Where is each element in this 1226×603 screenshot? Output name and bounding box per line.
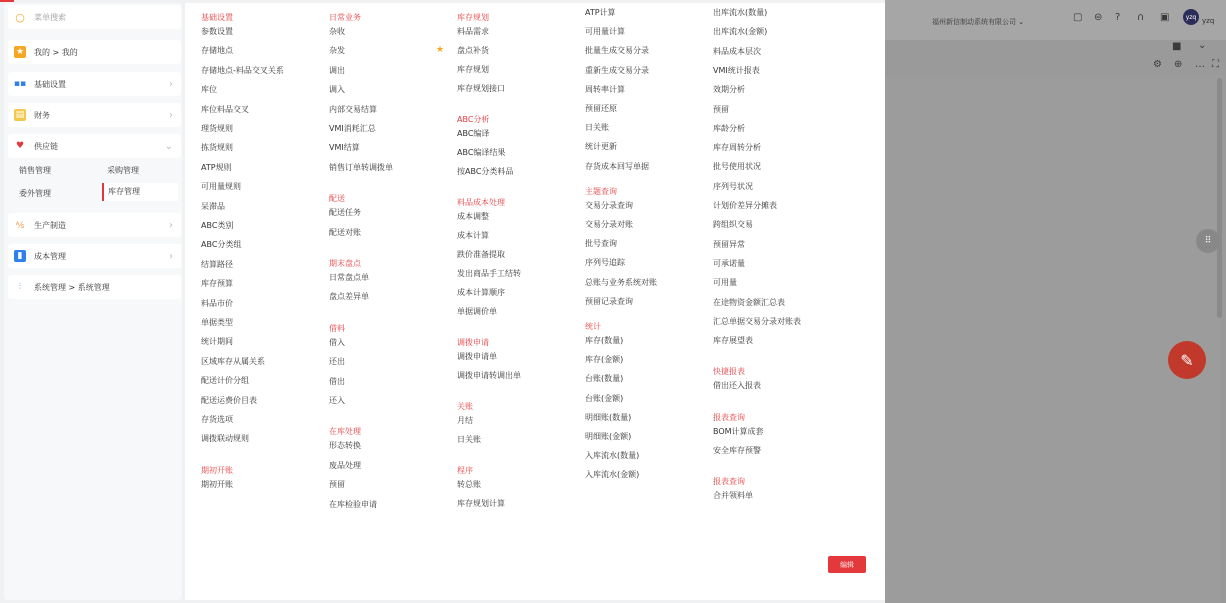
- menu-item[interactable]: 库存规划接口: [457, 84, 505, 93]
- menu-item[interactable]: 统计期间: [201, 337, 233, 347]
- menu-group-title: 主题查询: [585, 186, 617, 196]
- menu-item[interactable]: 批号使用状况: [713, 162, 761, 172]
- menu-item[interactable]: 可用量计算: [585, 27, 625, 37]
- menu-item[interactable]: 还入: [329, 396, 345, 405]
- sidebar-item-label: 系统管理 > 系统管理: [34, 282, 110, 292]
- menu-item[interactable]: ABC编译结果: [457, 148, 506, 157]
- sidebar-item-system[interactable]: [8, 275, 181, 299]
- menu-group-title: 统计: [585, 322, 601, 331]
- content-area: [885, 75, 1221, 603]
- top-accent-bar: [0, 0, 14, 2]
- menu-item[interactable]: 盘点补货: [457, 46, 489, 55]
- menu-item[interactable]: 明细账(金额): [585, 432, 632, 441]
- menu-item[interactable]: ATP规则: [201, 162, 232, 172]
- menu-item[interactable]: 销售订单转调拨单: [329, 162, 393, 172]
- menu-search[interactable]: [8, 5, 181, 29]
- sidebar-item-label: 财务: [34, 110, 50, 120]
- menu-item[interactable]: 配送计价分组: [201, 376, 249, 386]
- menu-item[interactable]: 安全库存预警: [713, 446, 761, 455]
- menu-item[interactable]: 库位料品交叉: [201, 104, 249, 114]
- menu-item[interactable]: 统计更新: [585, 142, 617, 152]
- learn-icon[interactable]: ⊜: [1094, 12, 1103, 23]
- menu-item[interactable]: 借出还入报表: [713, 381, 761, 391]
- menu-item[interactable]: 入库流水(数量): [585, 451, 640, 461]
- menu-group-title: 期初开账: [201, 465, 233, 475]
- menu-group-title: 报表查询: [713, 477, 745, 487]
- supply-icon: ♥: [15, 141, 25, 151]
- menu-group-title: 借料: [329, 323, 345, 333]
- menu-group-title: ABC分析: [457, 115, 490, 124]
- edit-fab-icon[interactable]: ✎: [1168, 341, 1206, 379]
- menu-item[interactable]: VMI消耗汇总: [329, 124, 376, 133]
- menu-item[interactable]: 入库流水(金额): [585, 470, 640, 480]
- menu-item[interactable]: 序列号追踪: [585, 258, 625, 268]
- menu-item[interactable]: 库存规划计算: [457, 499, 505, 508]
- sidebar-item-basic[interactable]: [8, 72, 181, 96]
- menu-group-title: 快捷报表: [713, 367, 745, 377]
- menu-item[interactable]: 库存(数量): [585, 336, 624, 345]
- cost-icon: ▮: [14, 250, 26, 262]
- sidebar-item-label: 我的 > 我的: [34, 47, 78, 57]
- menu-item[interactable]: 在库检验申请: [329, 499, 377, 509]
- apps-menu-icon[interactable]: ⠿: [1196, 229, 1220, 253]
- menu-item[interactable]: 总账与业务系统对账: [585, 277, 657, 287]
- menu-item[interactable]: 存储地点: [201, 46, 233, 56]
- menu-group-title: 期末盘点: [329, 259, 361, 268]
- menu-item[interactable]: 跨组织交易: [713, 220, 753, 230]
- menu-group-title: 程序: [457, 466, 473, 475]
- menu-item[interactable]: 期初开账: [201, 479, 233, 489]
- sidebar-item-supply[interactable]: [8, 134, 181, 158]
- avatar[interactable]: yzq: [1183, 9, 1199, 25]
- menu-item[interactable]: 跌价准备提取: [457, 250, 505, 259]
- menu-item[interactable]: ABC类别: [201, 221, 234, 230]
- menu-item[interactable]: 预留异常: [713, 239, 745, 249]
- sidebar-item-label: 供应链: [34, 141, 58, 151]
- menu-item[interactable]: 料品市价: [201, 298, 233, 308]
- menu-item[interactable]: 交易分录查询: [585, 200, 633, 210]
- menu-item[interactable]: 借入: [329, 337, 345, 347]
- submenu-outsource[interactable]: 委外管理: [19, 189, 51, 198]
- menu-item[interactable]: 存货选项: [201, 415, 233, 424]
- menu-item[interactable]: 成本计算顺序: [457, 288, 505, 297]
- chevron-right-icon: ›: [169, 78, 173, 90]
- menu-item[interactable]: 序列号状况: [713, 181, 753, 191]
- fullscreen-icon[interactable]: ⛶: [1212, 59, 1219, 70]
- message-icon[interactable]: ▢: [1073, 12, 1083, 23]
- menu-item[interactable]: VMI结算: [329, 143, 360, 153]
- add-icon[interactable]: ⊕: [1174, 59, 1183, 70]
- menu-item[interactable]: 日常盘点单: [329, 273, 369, 282]
- menu-item[interactable]: 调出: [329, 65, 345, 75]
- favorite-star-icon[interactable]: ★: [436, 45, 445, 55]
- menu-item[interactable]: 库存(金额): [585, 355, 624, 365]
- menu-item[interactable]: 可用量: [713, 278, 737, 288]
- menu-item[interactable]: 参数设置: [201, 27, 233, 36]
- factory-icon: ⅍: [15, 220, 25, 231]
- menu-group-title: 调拨申请: [457, 338, 489, 347]
- menu-item[interactable]: 合并领料单: [713, 491, 753, 501]
- menu-item[interactable]: 料品成本层次: [713, 46, 761, 56]
- menu-item[interactable]: 形态转换: [329, 441, 361, 451]
- menu-item[interactable]: ABC编译: [457, 129, 490, 138]
- menu-item[interactable]: 还出: [329, 357, 345, 367]
- menu-item[interactable]: 在途物资金额汇总表: [713, 297, 785, 307]
- menu-item[interactable]: 杂收: [329, 27, 345, 36]
- menu-item[interactable]: 可用量规则: [201, 182, 241, 192]
- menu-item[interactable]: 内部交易结算: [329, 104, 377, 114]
- menu-item[interactable]: VMI统计报表: [713, 65, 760, 75]
- menu-group-title: 基础设置: [201, 13, 233, 22]
- menu-item[interactable]: 杂发: [329, 46, 345, 56]
- sidebar-item-cost[interactable]: [8, 244, 181, 268]
- edit-button[interactable]: 编辑: [828, 556, 866, 573]
- menu-item[interactable]: ABC分类组: [201, 240, 242, 250]
- menu-item[interactable]: 按ABC分类料品: [457, 167, 514, 176]
- menu-item[interactable]: 周转率计算: [585, 84, 625, 94]
- sidebar-item-my[interactable]: [8, 40, 181, 64]
- scrollbar[interactable]: [1217, 78, 1222, 318]
- menu-item[interactable]: 废品处理: [329, 460, 361, 470]
- sidebar-item-manufacture[interactable]: [8, 213, 181, 237]
- menu-item[interactable]: 结算路径: [201, 259, 233, 269]
- menu-item[interactable]: 区域库存从属关系: [201, 356, 265, 366]
- menu-item[interactable]: 出库流水(金额): [713, 27, 768, 37]
- submenu-purchase[interactable]: 采购管理: [107, 166, 139, 175]
- menu-item[interactable]: 效期分析: [713, 85, 745, 95]
- menu-item[interactable]: 日关账: [457, 435, 481, 444]
- apps-grid-icon[interactable]: ■: [1172, 41, 1182, 52]
- menu-item[interactable]: 出库流水(数量): [713, 8, 768, 17]
- menu-item[interactable]: 存货成本回写单据: [585, 161, 649, 171]
- menu-item[interactable]: 料品需求: [457, 27, 489, 36]
- menu-item[interactable]: 单据类型: [201, 318, 233, 327]
- chevron-right-icon: ›: [169, 250, 173, 262]
- menu-item[interactable]: 交易分录对账: [585, 220, 633, 229]
- menu-group-title: 料品成本处理: [457, 198, 505, 207]
- menu-item[interactable]: 预留还原: [585, 104, 617, 113]
- menu-group-title: 配送: [329, 194, 345, 204]
- sidebar-item-finance[interactable]: [8, 103, 181, 127]
- menu-item[interactable]: 单据调价单: [457, 307, 497, 316]
- org-selector[interactable]: 福州新信制动系统有限公司 ⌄: [932, 18, 1025, 26]
- menu-item[interactable]: 调入: [329, 85, 345, 95]
- menu-item[interactable]: 借出: [329, 376, 345, 386]
- menu-item[interactable]: 配送运费价目表: [201, 395, 257, 405]
- menu-item[interactable]: 配送任务: [329, 208, 361, 218]
- menu-item[interactable]: 台账(金额): [585, 393, 624, 403]
- menu-item[interactable]: 库龄分析: [713, 123, 745, 133]
- menu-group-title: 库存规划: [457, 13, 489, 22]
- menu-item[interactable]: 成本调整: [457, 212, 489, 221]
- menu-item[interactable]: 呆滞品: [201, 201, 225, 211]
- chevron-down-icon: ⌄: [164, 140, 173, 152]
- menu-item[interactable]: 成本计算: [457, 231, 489, 240]
- chevron-down-icon[interactable]: ⌄: [1198, 40, 1207, 51]
- menu-item[interactable]: 配送对账: [329, 227, 361, 237]
- menu-item[interactable]: 拣货规则: [201, 143, 233, 153]
- menu-item[interactable]: 盘点差异单: [329, 292, 369, 302]
- sidebar-item-label: 生产制造: [34, 220, 66, 230]
- menu-item[interactable]: 批号查询: [585, 239, 617, 249]
- menu-item[interactable]: 汇总单据交易分录对账表: [713, 316, 801, 326]
- menu-item[interactable]: 月结: [457, 416, 473, 425]
- menu-item[interactable]: 批量生成交易分录: [585, 46, 649, 56]
- menu-item[interactable]: 预留: [329, 480, 345, 490]
- search-input[interactable]: 菜单搜索: [34, 12, 66, 22]
- menu-item[interactable]: 库存预算: [201, 279, 233, 289]
- system-icon: ⫶: [18, 282, 22, 292]
- menu-item[interactable]: 调拨申请单: [457, 352, 497, 361]
- menu-item[interactable]: 可承诺量: [713, 258, 745, 268]
- menu-item[interactable]: 台账(数量): [585, 374, 624, 384]
- more-icon[interactable]: …: [1195, 59, 1205, 70]
- menu-group-title: 关账: [457, 402, 473, 411]
- menu-item[interactable]: 库位: [201, 85, 217, 95]
- menu-item[interactable]: 计划价差异分摊表: [713, 201, 777, 210]
- submenu-inventory[interactable]: 库存管理: [102, 183, 178, 201]
- menu-item[interactable]: 调拨申请转调出单: [457, 371, 521, 380]
- menu-item[interactable]: 日关账: [585, 123, 609, 133]
- clipboard-icon[interactable]: ▣: [1160, 12, 1170, 23]
- menu-item[interactable]: 调拨联动规则: [201, 434, 249, 444]
- menu-item[interactable]: ATP计算: [585, 8, 616, 17]
- menu-item[interactable]: BOM计算成套: [713, 426, 764, 436]
- grid-icon: ▪▪: [13, 79, 27, 89]
- menu-item[interactable]: 存储地点-料品交叉关系: [201, 65, 284, 75]
- settings-icon[interactable]: ⚙: [1153, 59, 1162, 70]
- menu-item[interactable]: 转总账: [457, 480, 481, 489]
- menu-item[interactable]: 预留: [713, 104, 729, 114]
- star-icon: ★: [15, 47, 25, 57]
- menu-item[interactable]: 库存周转分析: [713, 143, 761, 153]
- menu-item[interactable]: 明细账(数量): [585, 412, 632, 422]
- username[interactable]: yzq: [1202, 17, 1215, 25]
- document-icon: ▤: [15, 110, 25, 120]
- sidebar-item-label: 成本管理: [34, 251, 66, 261]
- menu-group-title: 在库处理: [329, 427, 361, 437]
- sidebar-item-label: 基础设置: [34, 79, 66, 89]
- menu-item[interactable]: 库存规划: [457, 65, 489, 74]
- menu-group-title: 日常业务: [329, 13, 361, 22]
- headset-icon[interactable]: ∩: [1137, 12, 1145, 23]
- search-icon: ○: [15, 10, 25, 24]
- menu-item[interactable]: 发出商品手工结转: [457, 269, 521, 278]
- submenu-sales[interactable]: 销售管理: [19, 166, 51, 175]
- menu-item[interactable]: 预留记录查询: [585, 296, 633, 306]
- menu-item[interactable]: 库存展望表: [713, 336, 753, 346]
- help-icon[interactable]: ?: [1115, 12, 1121, 23]
- chevron-right-icon: ›: [169, 219, 173, 231]
- menu-item[interactable]: 重新生成交易分录: [585, 65, 649, 75]
- menu-group-title: 报表查询: [713, 412, 745, 422]
- menu-item[interactable]: 理货规则: [201, 124, 233, 133]
- chevron-right-icon: ›: [169, 109, 173, 121]
